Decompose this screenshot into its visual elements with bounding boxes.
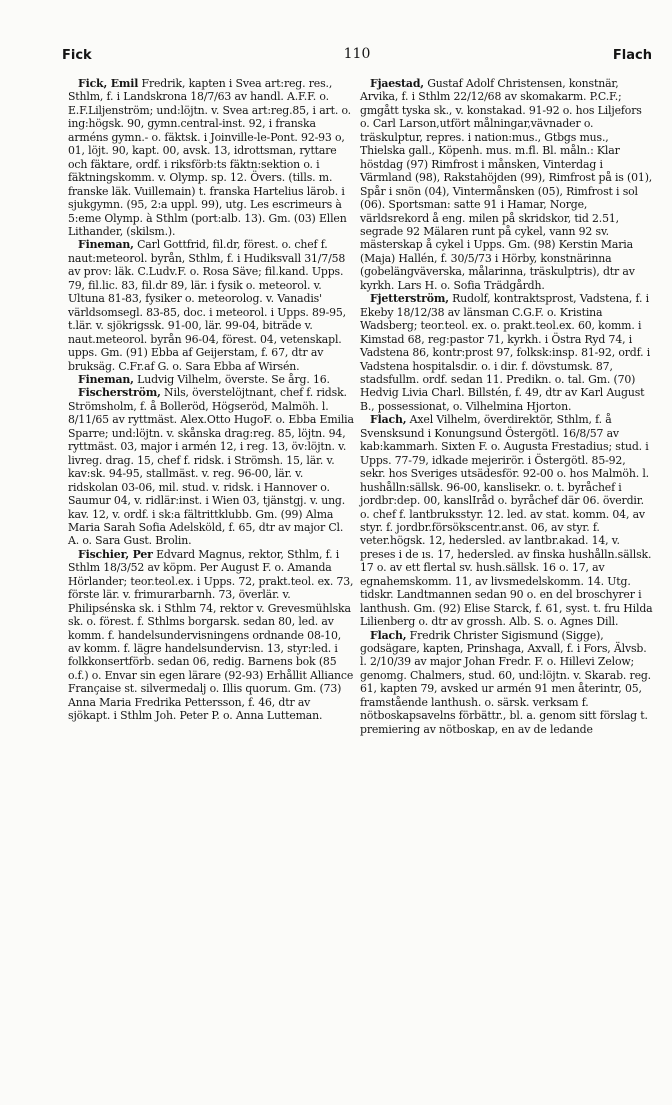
entry-fischerstrom-nils	[68, 386, 355, 547]
entry-name: Fick, Emil	[78, 77, 139, 90]
left-column	[68, 77, 355, 723]
entry-text: Fredrik Christer Sigismund (Sigge), godsägare, kapten, Prinshaga, Axvall, f. i Fors, Älvsb. l. 2/10/39 av major Johan Fredr. F. o. Hillevi Zelow; genomg. Chalmers, stud. 60, und:löjtn. v. Skarab. reg. 61, kapten 79, avsked ur armén 91 men återintr, 05, framstående lanthush. o. särsk. verksam f. nötboskapsavelns förbättr., bl. a. genom sitt förslag t. premiering av nötboskap, en av de ledande	[360, 628, 651, 736]
entry-text: Ludvig Vilhelm, överste. Se årg. 16.	[133, 372, 330, 386]
entry-fick-emil	[68, 77, 355, 238]
entry-name: Fischerström,	[78, 386, 161, 400]
entry-flach-fredrik	[360, 629, 654, 737]
entry-fjetterstrom-rudolf	[360, 292, 654, 413]
entry-text: Fredrik, kapten i Svea art:reg. res., Sthlm, f. i Landskrona 18/7/63 av handl. A.F.F. o. E.F.Liljenström; und:löjtn. v. Svea art:reg.85, i art. o. ing:högsk. 90, gymn.central-inst. 92, i franska arméns gymn.- o. fäktsk. i Joinville-le-Pont. 92-93 o, 01, löjt. 90, kapt. 00, avsk. 13, idrottsman, ryttare och fäktare, ordf. i riksförb:ts fäktn:sektion o. i fäktningskomm. v. Olymp. sp. 12. Övers. (tills. m. franske läk. Vuillemain) t. franska Hartelius lärob. i sjukgymn. (95, 2:a uppl. 99), utg. Les escrimeurs à 5:eme Olymp. à Sthlm (port:alb. 13). Gm. (03) Ellen Lithander, (skilsm.).	[68, 77, 351, 238]
entry-text: Gustaf Adolf Christensen, konstnär, Arvika, f. i Sthlm 22/12/68 av skomakarm. P.C.F.; gmgått tyska sk., v. konstakad. 91-92 o. hos Liljefors o. Carl Larson,utfört målningar,vävnader o. träskulptur, repres. i nation:mus., Gtbgs mus., Thielska gall., Köpenh. mus. m.fl. Bl. måln.: Klar höstdag (97) Rimfrost i månsken, Vinterdag i Värmland (98), Rakstahöjden (99), Rimfrost på is (01), Spår i snön (04), Vintermånsken (05), Rimfrost i sol (06). Sportsman: satte 91 i Hamar, Norge, världsrekord å eng. milen på skridskor, tid 2.51, segrade 92 Mälaren runt på cykel, vann 92 sv. mästerskap å cykel i Upps. Gm. (98) Kerstin Maria (Maja) Hallén, f. 30/5/73 i Hörby, konstnärinna (gobelängväverska, målarinna, träskulptris), dtr av kyrkh. Lars H. o. Sofia Trädgårdh.	[360, 77, 653, 292]
entry-text: Edvard Magnus, rektor, Sthlm, f. i Sthlm 18/3/52 av köpm. Per August F. o. Amanda Hörlander; teor.teol.ex. i Upps. 72, prakt.teol. ex. 73, förste lär. v. frimurarbarnh. 73, överlär. v. Philipsénska sk. i Sthlm 74, rektor v. Grevesmühlska sk. o. förest. f. Sthlms borgarsk. sedan 80, led. av komm. f. handelsundervisningens ordnande 08-10, av komm. f. lägre handelsundervisn. 13, styr:led. i folkkonsertförb. sedan 06, redig. Barnens bok (85 o.f.) o. Envar sin egen lärare (92-93) Erhållit Alliance Française st. silvermedalj o. Illis quorum. Gm. (73) Anna Maria Fredrika Pettersson, f. 46, dtr av sjökapt. i Sthlm Joh. Peter P. o. Anna Lutteman.	[68, 547, 354, 723]
page-number: 110	[343, 46, 371, 62]
header-left-word: Fick	[62, 48, 92, 63]
entry-name: Flach,	[370, 413, 407, 427]
header-right-word: Flach	[612, 48, 652, 63]
entry-name: Flach,	[370, 628, 407, 642]
entry-name: Fjetterström,	[370, 292, 449, 306]
entry-name: Fischier, Per	[78, 547, 153, 561]
entry-fineman-carl	[68, 238, 355, 373]
entry-fischier-per	[68, 548, 355, 723]
right-column	[360, 77, 654, 736]
entry-flach-axel	[360, 413, 654, 628]
entry-text: Axel Vilhelm, överdirektör, Sthlm, f. å Svensksund i Konungsund Östergötl. 16/8/57 av kab:kammarh. Sixten F. o. Augusta Frestadius; stud. i Upps. 77-79, idkade mejerirör. i Östergötl. 85-92, sekr. hos Sveriges utsädesför. 92-00 o. hos Malmöh. l. hushålln:sällsk. 96-00, kanslisekr. o. t. byråchef i jordbr:dep. 00, kanslIråd o. byråchef där 06. överdir. o. chef f. lantbruksstyr. 12. led. av stat. komm. 04, av styr. f. jordbr.försökscentr.anst. 06, av styr. f. veter.högsk. 12, hedersled. av lantbr.akad. 14, v. preses i de ıs. 17, hedersled. av finska hushålln.sällsk. 17 o. av ett flertal sv. hush.sällsk. 16 o. 17, av egnahemskomm. 11, av livsmedelskomm. 14. Utg. tidskr. Landtmannen sedan 90 o. en del broschyrer i lanthush. Gm. (92) Elise Starck, f. 61, syst. t. fru Hilda Lilienberg o. dtr av grossh. Alb. S. o. Agnes Dill.	[360, 413, 653, 629]
entry-text: Nils, överstelöjtnant, chef f. ridsk. Strömsholm, f. å Bolleröd, Högseröd, Malmöh. l. 8/11/65 av ryttmäst. Alex.Otto HugoF. o. Ebba Emilia Sparre; und:löjtn. v. skånska drag:reg. 85, löjtn. 94, ryttmäst. 03, major i armén 12, i reg. 13, öv:löjtn. v. livreg. drag. 15, chef f. ridsk. i Strömsh. 15, lär. v. kav:sk. 94-95, stallmäst. v. reg. 96-00, lär. v. ridskolan 03-06, mil. stud. v. ridsk. i Hannover o. Saumur 04, v. ridlär:inst. i Wien 03, tjänstgj. v. ung. kav. 12, v. ordf. i sk:a fältrittklubb. Gm. (99) Alma Maria Sarah Sofia Adelsköld, f. 65, dtr av major Cl. A. o. Sara Gust. Brolin.	[68, 386, 354, 548]
entry-name: Fineman,	[78, 372, 134, 386]
entry-fineman-ludvig	[68, 373, 355, 386]
entry-name: Fineman,	[78, 238, 134, 252]
entry-text: Carl Gottfrid, fil.dr, förest. o. chef f. naut:meteorol. byrån, Sthlm, f. i Hudiksvall 31/7/58 av prov: läk. C.Ludv.F. o. Rosa Säve; fil.kand. Upps. 79, fil.lic. 83, fil.dr 89, lär. i fysik o. meteorol. v. Ultuna 81-83, fysiker o. meteorolog. v. Vanadis' världsomsegl. 83-85, doc. i meteorol. i Upps. 89-95, t.lär. v. sjökrigssk. 91-00, lär. 99-04, biträde v. naut.meteorol. byrån 96-04, förest. 04, vetenskapl. upps. Gm. (91) Ebba af Geijerstam, f. 67, dtr av bruksäg. C.Fr.af G. o. Sara Ebba af Wirsén.	[68, 238, 346, 373]
entry-text: Rudolf, kontraktsprost, Vadstena, f. i Ekeby 18/12/38 av länsman C.G.F. o. Kristina Wadsberg; teor.teol. ex. o. prakt.teol.ex. 60, komm. i Kimstad 68, reg:pastor 71, kyrkh. i Östra Ryd 74, i Vadstena 86, kontr:prost 97, folksk:insp. 81-92, ordf. i Vadstena hospitalsdir. o. i dir. f. dövstumsk. 87, stadsfullm. ordf. sedan 11. Predikn. o. tal. Gm. (70) Hedvig Livia Charl. Billstén, f. 49, dtr av Karl August B., possessionat, o. Vilhelmina Hjorton.	[360, 292, 651, 413]
running-header	[62, 48, 652, 68]
entry-name: Fjaestad,	[370, 77, 424, 90]
entry-fjaestad-gustaf	[360, 77, 654, 292]
